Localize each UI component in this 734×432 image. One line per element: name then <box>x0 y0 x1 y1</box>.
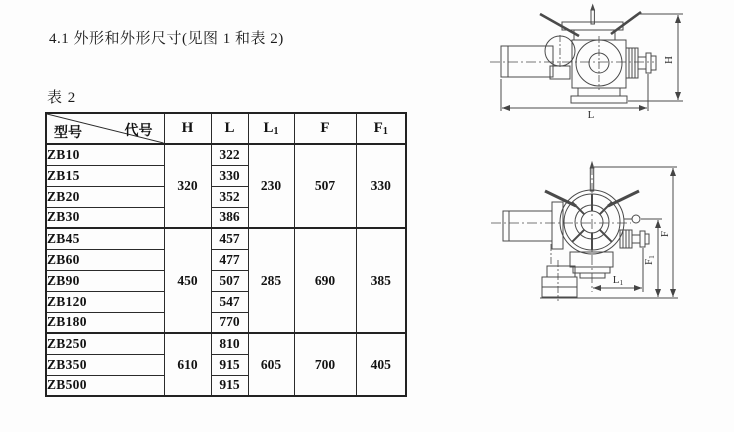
l-value-cell: 322 <box>211 144 248 165</box>
f1-value-cell: 385 <box>356 228 406 333</box>
dim-label-h: H <box>663 56 675 64</box>
l-value-cell: 457 <box>211 228 248 249</box>
model-cell: ZB250 <box>46 333 164 354</box>
model-cell: ZB15 <box>46 165 164 186</box>
l-value-cell: 386 <box>211 207 248 228</box>
table-header-row <box>46 113 406 144</box>
table-row <box>46 228 406 249</box>
actuator-side-drawing <box>490 5 683 111</box>
dimension-table <box>45 112 407 397</box>
f-value-cell: 700 <box>294 333 356 396</box>
l-value-cell: 810 <box>211 333 248 354</box>
model-cell: ZB350 <box>46 354 164 375</box>
model-cell: ZB90 <box>46 270 164 291</box>
l-value-cell: 507 <box>211 270 248 291</box>
l-value-cell: 915 <box>211 375 248 396</box>
model-cell: ZB30 <box>46 207 164 228</box>
section-heading: 4.1 外形和外形尺寸(见图 1 和表 2) <box>49 31 284 47</box>
model-cell: ZB10 <box>46 144 164 165</box>
l-value-cell: 330 <box>211 165 248 186</box>
model-cell: ZB120 <box>46 291 164 312</box>
l1-value-cell: 285 <box>248 228 294 333</box>
column-header-l: L <box>211 113 248 144</box>
dim-label-l1: L1 <box>612 274 624 287</box>
corner-row-label: 型号 <box>54 126 82 141</box>
h-value-cell: 450 <box>164 228 211 333</box>
column-header-f: F <box>294 113 356 144</box>
f1-value-cell: 405 <box>356 333 406 396</box>
actuator-front-drawing <box>491 163 678 302</box>
l-value-cell: 477 <box>211 249 248 270</box>
l-value-cell: 770 <box>211 312 248 333</box>
dim-label-l: L <box>587 109 595 120</box>
table-row <box>46 333 406 354</box>
dim-label-f1: F1 <box>643 255 656 265</box>
f-value-cell: 507 <box>294 144 356 228</box>
l-value-cell: 352 <box>211 186 248 207</box>
table-caption: 表 2 <box>47 90 77 106</box>
l-value-cell: 915 <box>211 354 248 375</box>
model-cell: ZB60 <box>46 249 164 270</box>
f1-value-cell: 330 <box>356 144 406 228</box>
model-cell: ZB45 <box>46 228 164 249</box>
l1-value-cell: 605 <box>248 333 294 396</box>
column-header-f1: $F_1$ <box>356 113 406 144</box>
h-value-cell: 610 <box>164 333 211 396</box>
l1-value-cell: 230 <box>248 144 294 228</box>
model-cell: ZB180 <box>46 312 164 333</box>
column-header-h: H <box>164 113 211 144</box>
figure-side-view <box>488 2 688 120</box>
f-value-cell: 690 <box>294 228 356 333</box>
table-row <box>46 144 406 165</box>
column-header-l1: $L_1$ <box>248 113 294 144</box>
corner-col-label: 代号 <box>124 124 153 139</box>
model-cell: ZB500 <box>46 375 164 396</box>
corner-header-cell <box>46 113 164 144</box>
figure-front-view <box>488 160 688 305</box>
h-value-cell: 320 <box>164 144 211 228</box>
model-cell: ZB20 <box>46 186 164 207</box>
l-value-cell: 547 <box>211 291 248 312</box>
dim-label-f: F <box>659 230 671 238</box>
